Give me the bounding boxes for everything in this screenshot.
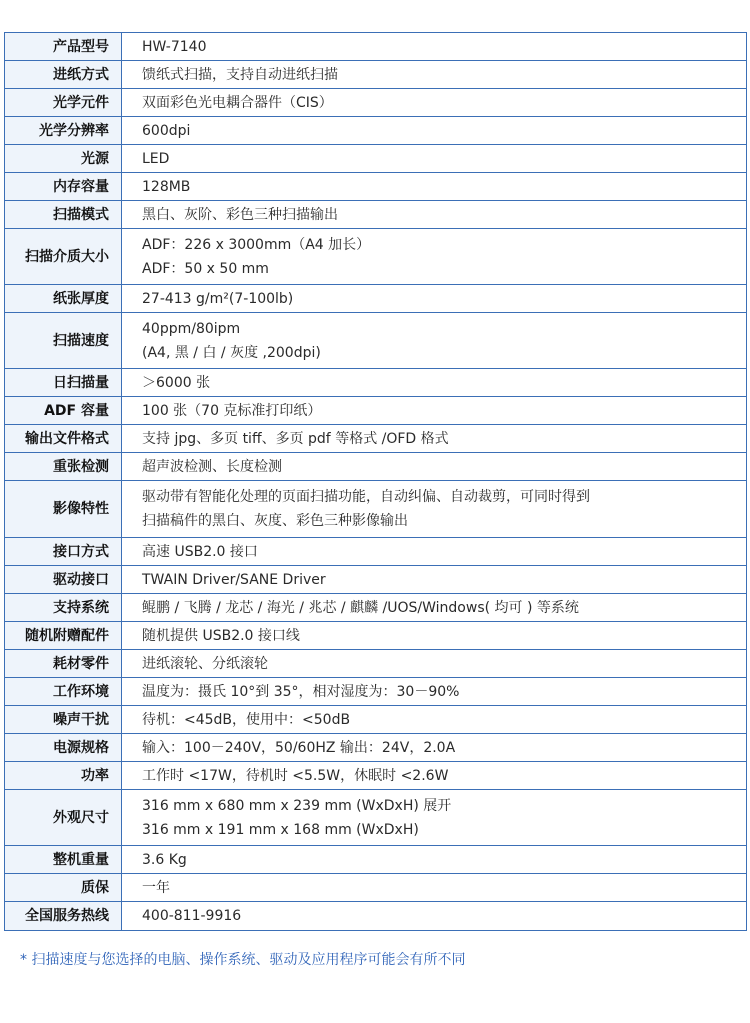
spec-value [122, 678, 747, 706]
spec-label: ADF 容量 [5, 397, 122, 425]
spec-value [122, 846, 747, 874]
spec-value [122, 538, 747, 566]
spec-value [122, 117, 747, 145]
spec-label: 支持系统 [5, 594, 122, 622]
spec-value-line: 输入：100－240V，50/60HZ 输出：24V，2.0A [142, 739, 456, 756]
spec-value [122, 734, 747, 762]
spec-value-line: 双面彩色光电耦合器件（CIS） [142, 94, 333, 111]
spec-value [122, 594, 747, 622]
spec-label: 光源 [5, 145, 122, 173]
spec-label: 输出文件格式 [5, 425, 122, 453]
spec-value [122, 874, 747, 902]
spec-label: 产品型号 [5, 33, 122, 61]
spec-value [122, 397, 747, 425]
spec-value-line: TWAIN Driver/SANE Driver [142, 571, 326, 588]
spec-value [122, 145, 747, 173]
spec-value [122, 201, 747, 229]
spec-label: 内存容量 [5, 173, 122, 201]
spec-value-line: 扫描稿件的黑白、灰度、彩色三种影像输出 [142, 513, 408, 529]
spec-label: 重张检测 [5, 453, 122, 481]
spec-label: 日扫描量 [5, 369, 122, 397]
spec-value-line: 316 mm x 191 mm x 168 mm (WxDxH) [142, 821, 419, 838]
footnote: * 扫描速度与您选择的电脑、操作系统、驱动及应用程序可能会有所不同 [20, 952, 466, 968]
spec-row [5, 89, 747, 117]
spec-row [5, 117, 747, 145]
spec-row [5, 397, 747, 425]
spec-value-line: 馈纸式扫描，支持自动进纸扫描 [142, 66, 338, 83]
spec-row [5, 61, 747, 89]
spec-value-line: 待机：<45dB，使用中：<50dB [142, 711, 351, 728]
spec-value-line: 40ppm/80ipm [142, 320, 241, 337]
spec-label: 扫描介质大小 [5, 229, 122, 285]
spec-row [5, 622, 747, 650]
spec-label: 纸张厚度 [5, 285, 122, 313]
spec-value [122, 229, 747, 285]
spec-label: 噪声干扰 [5, 706, 122, 734]
spec-value [122, 650, 747, 678]
spec-value [122, 173, 747, 201]
spec-row [5, 678, 747, 706]
spec-row [5, 790, 747, 846]
spec-row [5, 33, 747, 61]
spec-value-line: 一年 [142, 879, 170, 896]
spec-value-line: 黑白、灰阶、彩色三种扫描输出 [142, 206, 338, 223]
spec-value [122, 566, 747, 594]
spec-row [5, 874, 747, 902]
spec-row [5, 453, 747, 481]
spec-value [122, 762, 747, 790]
spec-value [122, 285, 747, 313]
spec-row [5, 425, 747, 453]
spec-value-line: 工作时 <17W，待机时 <5.5W，休眠时 <2.6W [142, 767, 449, 784]
spec-row [5, 481, 747, 538]
spec-row [5, 594, 747, 622]
spec-label: 随机附赠配件 [5, 622, 122, 650]
spec-label: 扫描速度 [5, 313, 122, 369]
spec-value-line: 316 mm x 680 mm x 239 mm (WxDxH) 展开 [142, 797, 452, 814]
spec-value-line: 27-413 g/m²(7-100lb) [142, 290, 294, 307]
spec-row [5, 285, 747, 313]
spec-value-line: 进纸滚轮、分纸滚轮 [142, 655, 268, 672]
spec-row [5, 706, 747, 734]
spec-table [4, 32, 747, 931]
spec-row [5, 369, 747, 397]
spec-label: 耗材零件 [5, 650, 122, 678]
spec-value-line: HW-7140 [142, 38, 207, 55]
spec-value-line: 100 张（70 克标准打印纸） [142, 402, 322, 419]
spec-value-line: ADF：50 x 50 mm [142, 260, 269, 277]
spec-value [122, 790, 747, 846]
spec-label: 全国服务热线 [5, 902, 122, 931]
spec-label: 扫描模式 [5, 201, 122, 229]
spec-value-line: 3.6 Kg [142, 851, 187, 868]
spec-label: 工作环境 [5, 678, 122, 706]
spec-value [122, 453, 747, 481]
spec-row [5, 173, 747, 201]
spec-label: 接口方式 [5, 538, 122, 566]
spec-label: 影像特性 [5, 481, 122, 538]
spec-value-line: ＞6000 张 [142, 374, 211, 391]
spec-label: 功率 [5, 762, 122, 790]
spec-value-line: 温度为：摄氏 10°到 35°，相对湿度为：30－90% [142, 683, 460, 700]
spec-value-line: 400-811-9916 [142, 908, 242, 924]
spec-value-line: 600dpi [142, 122, 191, 139]
spec-row [5, 902, 747, 931]
spec-row [5, 538, 747, 566]
spec-value [122, 313, 747, 369]
spec-row [5, 846, 747, 874]
spec-value-line: (A4, 黑 / 白 / 灰度 ,200dpi) [142, 344, 321, 361]
spec-value [122, 425, 747, 453]
spec-value-line: 驱动带有智能化处理的页面扫描功能，自动纠偏、自动裁剪，可同时得到 [142, 489, 590, 505]
spec-label: 光学分辨率 [5, 117, 122, 145]
spec-value [122, 622, 747, 650]
spec-label: 整机重量 [5, 846, 122, 874]
spec-value [122, 481, 747, 538]
spec-value-line: 128MB [142, 178, 191, 195]
spec-value [122, 61, 747, 89]
spec-value-line: 支持 jpg、多页 tiff、多页 pdf 等格式 /OFD 格式 [142, 430, 449, 447]
spec-value-line: LED [142, 150, 170, 167]
spec-row [5, 313, 747, 369]
spec-label: 外观尺寸 [5, 790, 122, 846]
spec-row [5, 229, 747, 285]
spec-row [5, 566, 747, 594]
spec-value-line: ADF：226 x 3000mm（A4 加长） [142, 236, 371, 253]
spec-value-line: 随机提供 USB2.0 接口线 [142, 627, 300, 644]
spec-value [122, 89, 747, 117]
spec-value-line: 鲲鹏 / 飞腾 / 龙芯 / 海光 / 兆芯 / 麒麟 /UOS/Windows( 均可 ) 等系统 [142, 599, 579, 616]
spec-value [122, 706, 747, 734]
spec-value [122, 369, 747, 397]
spec-label: 驱动接口 [5, 566, 122, 594]
spec-value-line: 高速 USB2.0 接口 [142, 543, 258, 560]
spec-value-line: 超声波检测、长度检测 [142, 458, 282, 475]
spec-row [5, 734, 747, 762]
spec-label: 进纸方式 [5, 61, 122, 89]
spec-value [122, 33, 747, 61]
spec-label: 质保 [5, 874, 122, 902]
spec-label: 光学元件 [5, 89, 122, 117]
spec-value [122, 902, 747, 931]
spec-row [5, 145, 747, 173]
spec-row [5, 201, 747, 229]
spec-row [5, 650, 747, 678]
spec-label: 电源规格 [5, 734, 122, 762]
spec-row [5, 762, 747, 790]
